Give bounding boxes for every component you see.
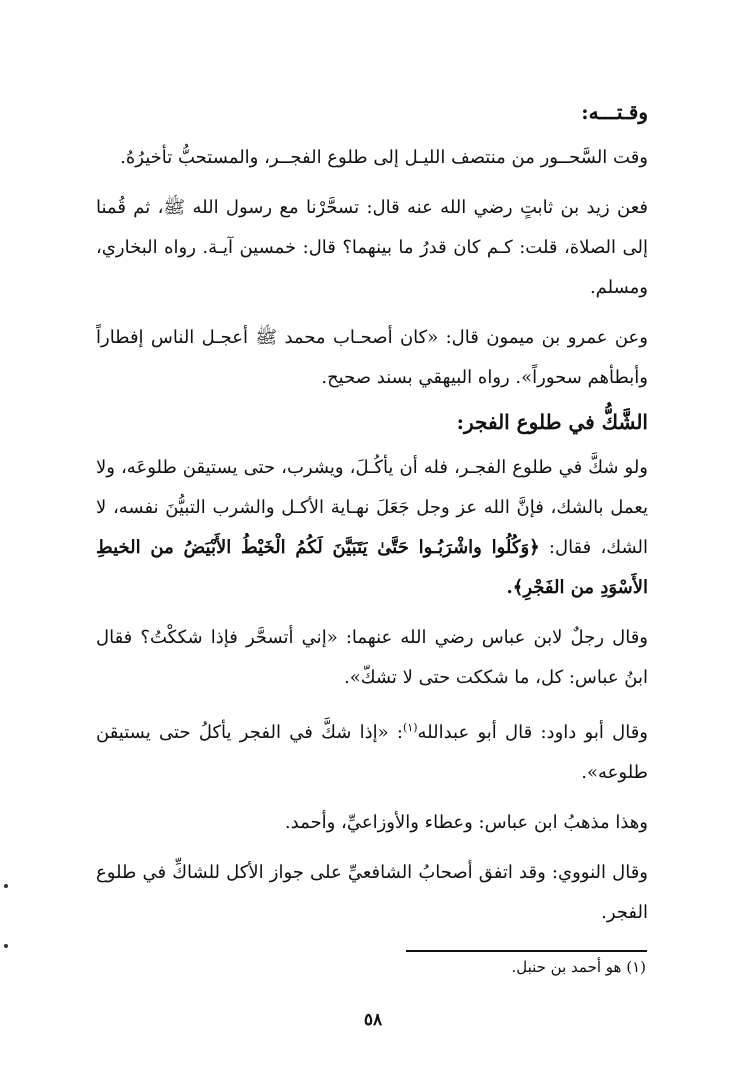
- quran-verse: ﴿وَكُلُوا واشْرَبُـوا حَتَّىٰ يَتَبَيَّنَ لَكُمُ الْخَيْطُ الأَبْيَضُ من الخيطِ الأَسْوَدِ من الفَجْرِ﴾.: [96, 537, 648, 598]
- paragraph-doubt-fajr: [96, 448, 648, 608]
- footnote: (١) هو أحمد بن حنبل.: [511, 958, 646, 976]
- paragraph-madhhab: وهذا مذهبُ ابن عباس: وعطاء والأوزاعيِّ، وأحمد.: [284, 812, 648, 833]
- footnote-divider: [406, 950, 647, 952]
- paragraph-zaid-hadith: فعن زيد بن ثابتٍ رضي الله عنه قال: تسحَّرْنا مع رسول الله ﷺ، ثم قُمنا إلى الصلاة، قلت: كـم كان قدرُ ما بينهما؟ قال: خمسين آيـة. رواه البخاري، ومسلم.: [96, 197, 649, 298]
- margin-dot: [4, 944, 8, 948]
- paragraph-nawawi: وقال النووي: وقد اتفق أصحابُ الشافعيِّ على جواز الأكل للشاكِّ في طلوع الفجر.: [96, 862, 648, 923]
- page-number: ٥٨: [363, 1010, 383, 1030]
- abu-dawud-text-2: : «إذا شكَّ في الفجر يأكلُ حتى يستيقن طلوعه».: [96, 722, 648, 783]
- margin-dot: [4, 884, 8, 888]
- paragraph-abu-dawud: [96, 708, 648, 793]
- page-body: [96, 92, 648, 943]
- doubt-text: ولو شكَّ في طلوع الفجـر، فله أن يأكُـلَ، ويشرب، حتى يستيقن طلوعَه، ولا يعمل بالشك، فإنَّ الله عز وجل جَعَلَ نهـاية الأكـل والشرب التبيُّنَ نفسه، لا الشك، فقال:: [96, 457, 648, 558]
- footnote-reference[interactable]: (١): [402, 721, 418, 734]
- section-heading-doubt: الشَّكُّ في طلوع الفجر:: [456, 410, 648, 434]
- abu-dawud-text-1: وقال أبو داود: قال أبو عبدالله: [417, 722, 648, 743]
- paragraph-amr-hadith: وعن عمرو بن ميمون قال: «كان أصحـاب محمد ﷺ أعجـل الناس إفطاراً وأبطأهم سحوراً». رواه البيهقي بسند صحيح.: [96, 327, 648, 388]
- paragraph-ibn-abbas: وقال رجلٌ لابن عباس رضي الله عنهما: «إني أتسحَّر فإذا شككْتُ؟ فقال ابنُ عباس: كل، ما شككت حتى لا تشكّ».: [96, 627, 648, 688]
- paragraph-suhoor-time: وقت السَّحــور من منتصف الليـل إلى طلوع الفجــر، والمستحبُّ تأخيرُهُ.: [120, 147, 648, 168]
- section-heading-time: وقـتـــه:: [581, 100, 648, 124]
